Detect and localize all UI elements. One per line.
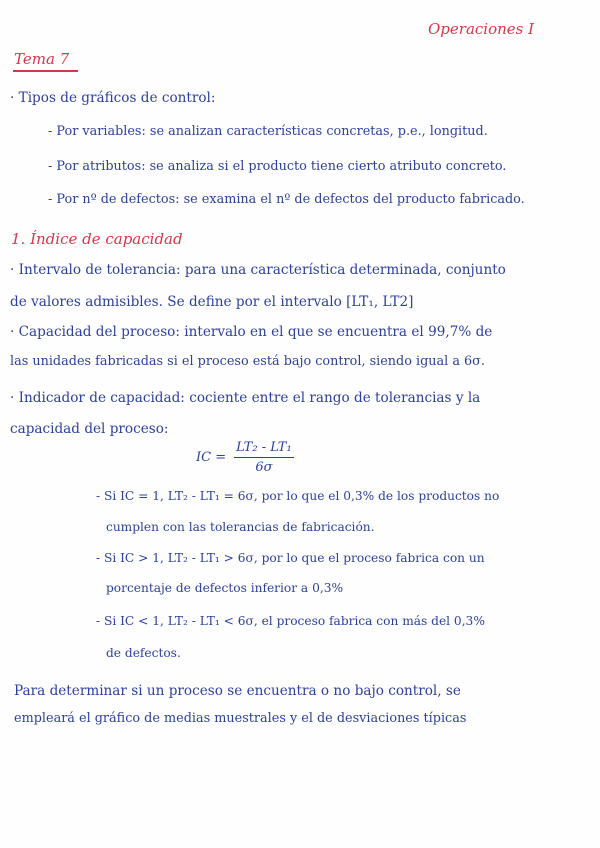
capacity-case: - Si IC = 1, LT₂ - LT₁ = 6σ, por lo que el 0,3% de los productos no: [96, 489, 500, 503]
capacity-case: - Si IC > 1, LT₂ - LT₁ > 6σ, por lo que el proceso fabrica con un: [96, 551, 485, 565]
capacity-case: porcentaje de defectos inferior a 0,3%: [106, 581, 344, 595]
formula-numerator: LT₂ - LT₁: [234, 440, 294, 458]
capacity-case: cumplen con las tolerancias de fabricación.: [106, 520, 375, 534]
formula-fraction: [234, 440, 294, 475]
capacity-formula: [196, 440, 294, 475]
formula-denominator: 6σ: [255, 460, 273, 475]
control-chart-item: - Por variables: se analizan características concretas, p.e., longitud.: [48, 124, 488, 139]
course-title: Operaciones I: [428, 20, 535, 38]
capacity-case: - Si IC < 1, LT₂ - LT₁ < 6σ, el proceso fabrica con más del 0,3%: [96, 614, 485, 628]
formula-lhs: IC =: [196, 450, 227, 465]
indicator-definition: capacidad del proceso:: [10, 421, 169, 437]
capacity-heading: 1. Índice de capacidad: [11, 230, 183, 248]
closing-note: Para determinar si un proceso se encuentra o no bajo control, se: [14, 683, 461, 699]
capacity-definition: · Capacidad del proceso: intervalo en el que se encuentra el 99,7% de: [10, 324, 493, 340]
closing-note: empleará el gráfico de medias muestrales y el de desviaciones típicas: [14, 711, 467, 726]
tolerance-definition: de valores admisibles. Se define por el intervalo [LT₁, LT2]: [10, 294, 414, 310]
topic-underline: [13, 70, 78, 72]
control-charts-intro: · Tipos de gráficos de control:: [10, 90, 216, 106]
indicator-definition: · Indicador de capacidad: cociente entre el rango de tolerancias y la: [10, 390, 481, 406]
control-chart-item: - Por atributos: se analiza si el producto tiene cierto atributo concreto.: [48, 159, 507, 174]
capacity-case: de defectos.: [106, 646, 181, 660]
tolerance-definition: · Intervalo de tolerancia: para una característica determinada, conjunto: [10, 262, 506, 278]
topic-title: Tema 7: [14, 50, 70, 68]
control-chart-item: - Por nº de defectos: se examina el nº de defectos del producto fabricado.: [48, 192, 525, 207]
capacity-definition: las unidades fabricadas si el proceso está bajo control, siendo igual a 6σ.: [10, 354, 485, 369]
